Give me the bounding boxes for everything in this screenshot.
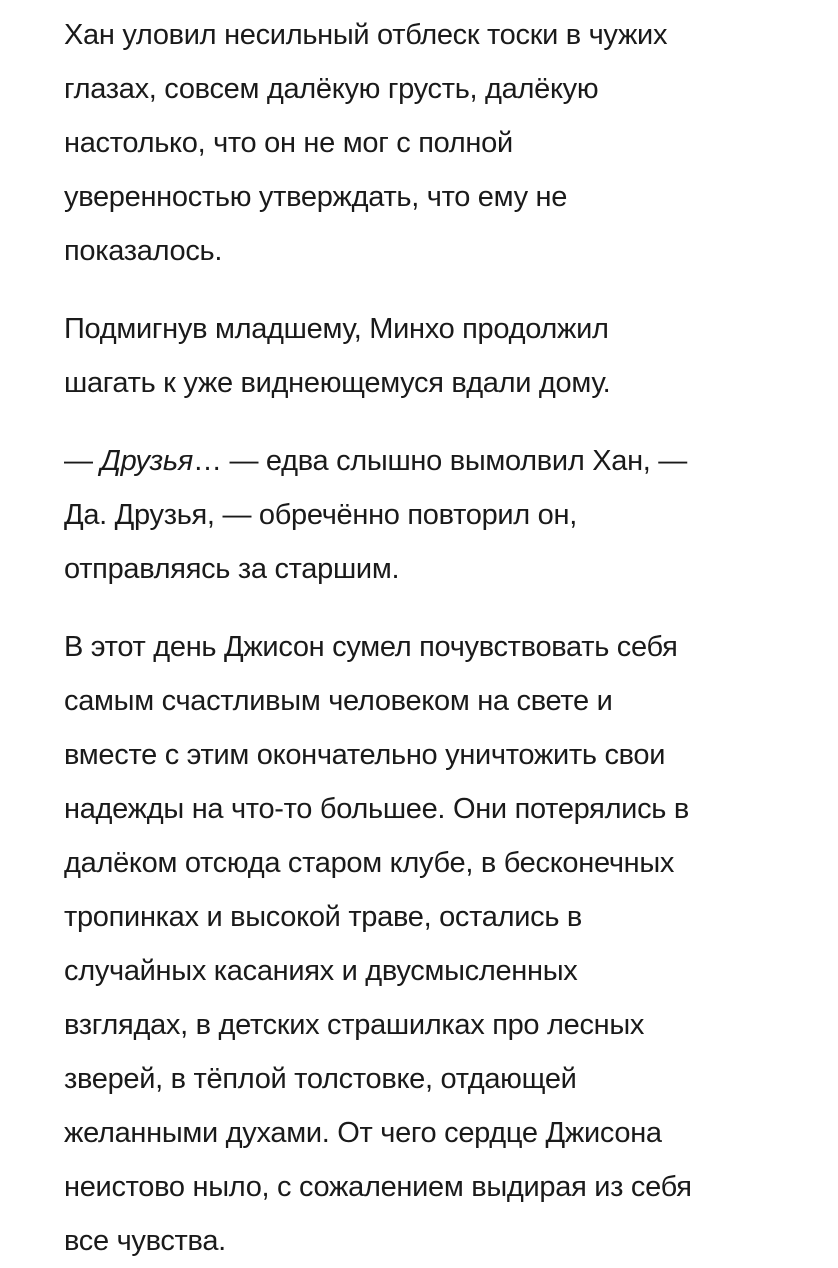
dialogue-rest: … — едва слышно вымолвил Хан, — [192,445,687,477]
text-line: шагать к уже виднеющемуся вдали дому. [64,367,611,399]
text-line: самым счастливым человеком на свете и [64,685,613,717]
text-line: зверей, в тёплой толстовке, отдающей [64,1063,577,1095]
text-line: взглядах, в детских страшилках про лесных [64,1009,645,1041]
text-line: тропинках и высокой траве, остались в [64,901,582,933]
text-line: Хан уловил несильный отблеск тоски в чужих [64,19,668,51]
text-line: вместе с этим окончательно уничтожить свои [64,739,666,771]
text-line: уверенностью утверждать, что ему не [64,181,568,213]
text-line: В этот день Джисон сумел почувствовать себя [64,631,678,663]
paragraph-3-dialogue [64,434,798,596]
text-line: надежды на что-то большее. Они потерялись в [64,793,689,825]
italic-word: Друзья [100,445,193,477]
text-line: глазах, совсем далёкую грусть, далёкую [64,73,599,105]
text-line: далёком отсюда старом клубе, в бесконечных [64,847,675,879]
paragraph-4 [64,620,798,1268]
text-line: Подмигнув младшему, Минхо продолжил [64,313,609,345]
dialogue-line [64,434,798,488]
text-line: Да. Друзья, — обречённо повторил он, [64,499,577,531]
text-line: неистово ныло, с сожалением выдирая из себя [64,1171,692,1203]
text-line: отправляясь за старшим. [64,553,400,585]
paragraph-2 [64,302,798,410]
text-line: случайных касаниях и двусмысленных [64,955,578,987]
paragraph-1 [64,8,798,278]
text-line: показалось. [64,235,223,267]
text-line: все чувства. [64,1225,226,1257]
text-line: настолько, что он не мог с полной [64,127,513,159]
text-line: желанными духами. От чего сердце Джисона [64,1117,662,1149]
dialogue-dash: — [64,445,101,477]
